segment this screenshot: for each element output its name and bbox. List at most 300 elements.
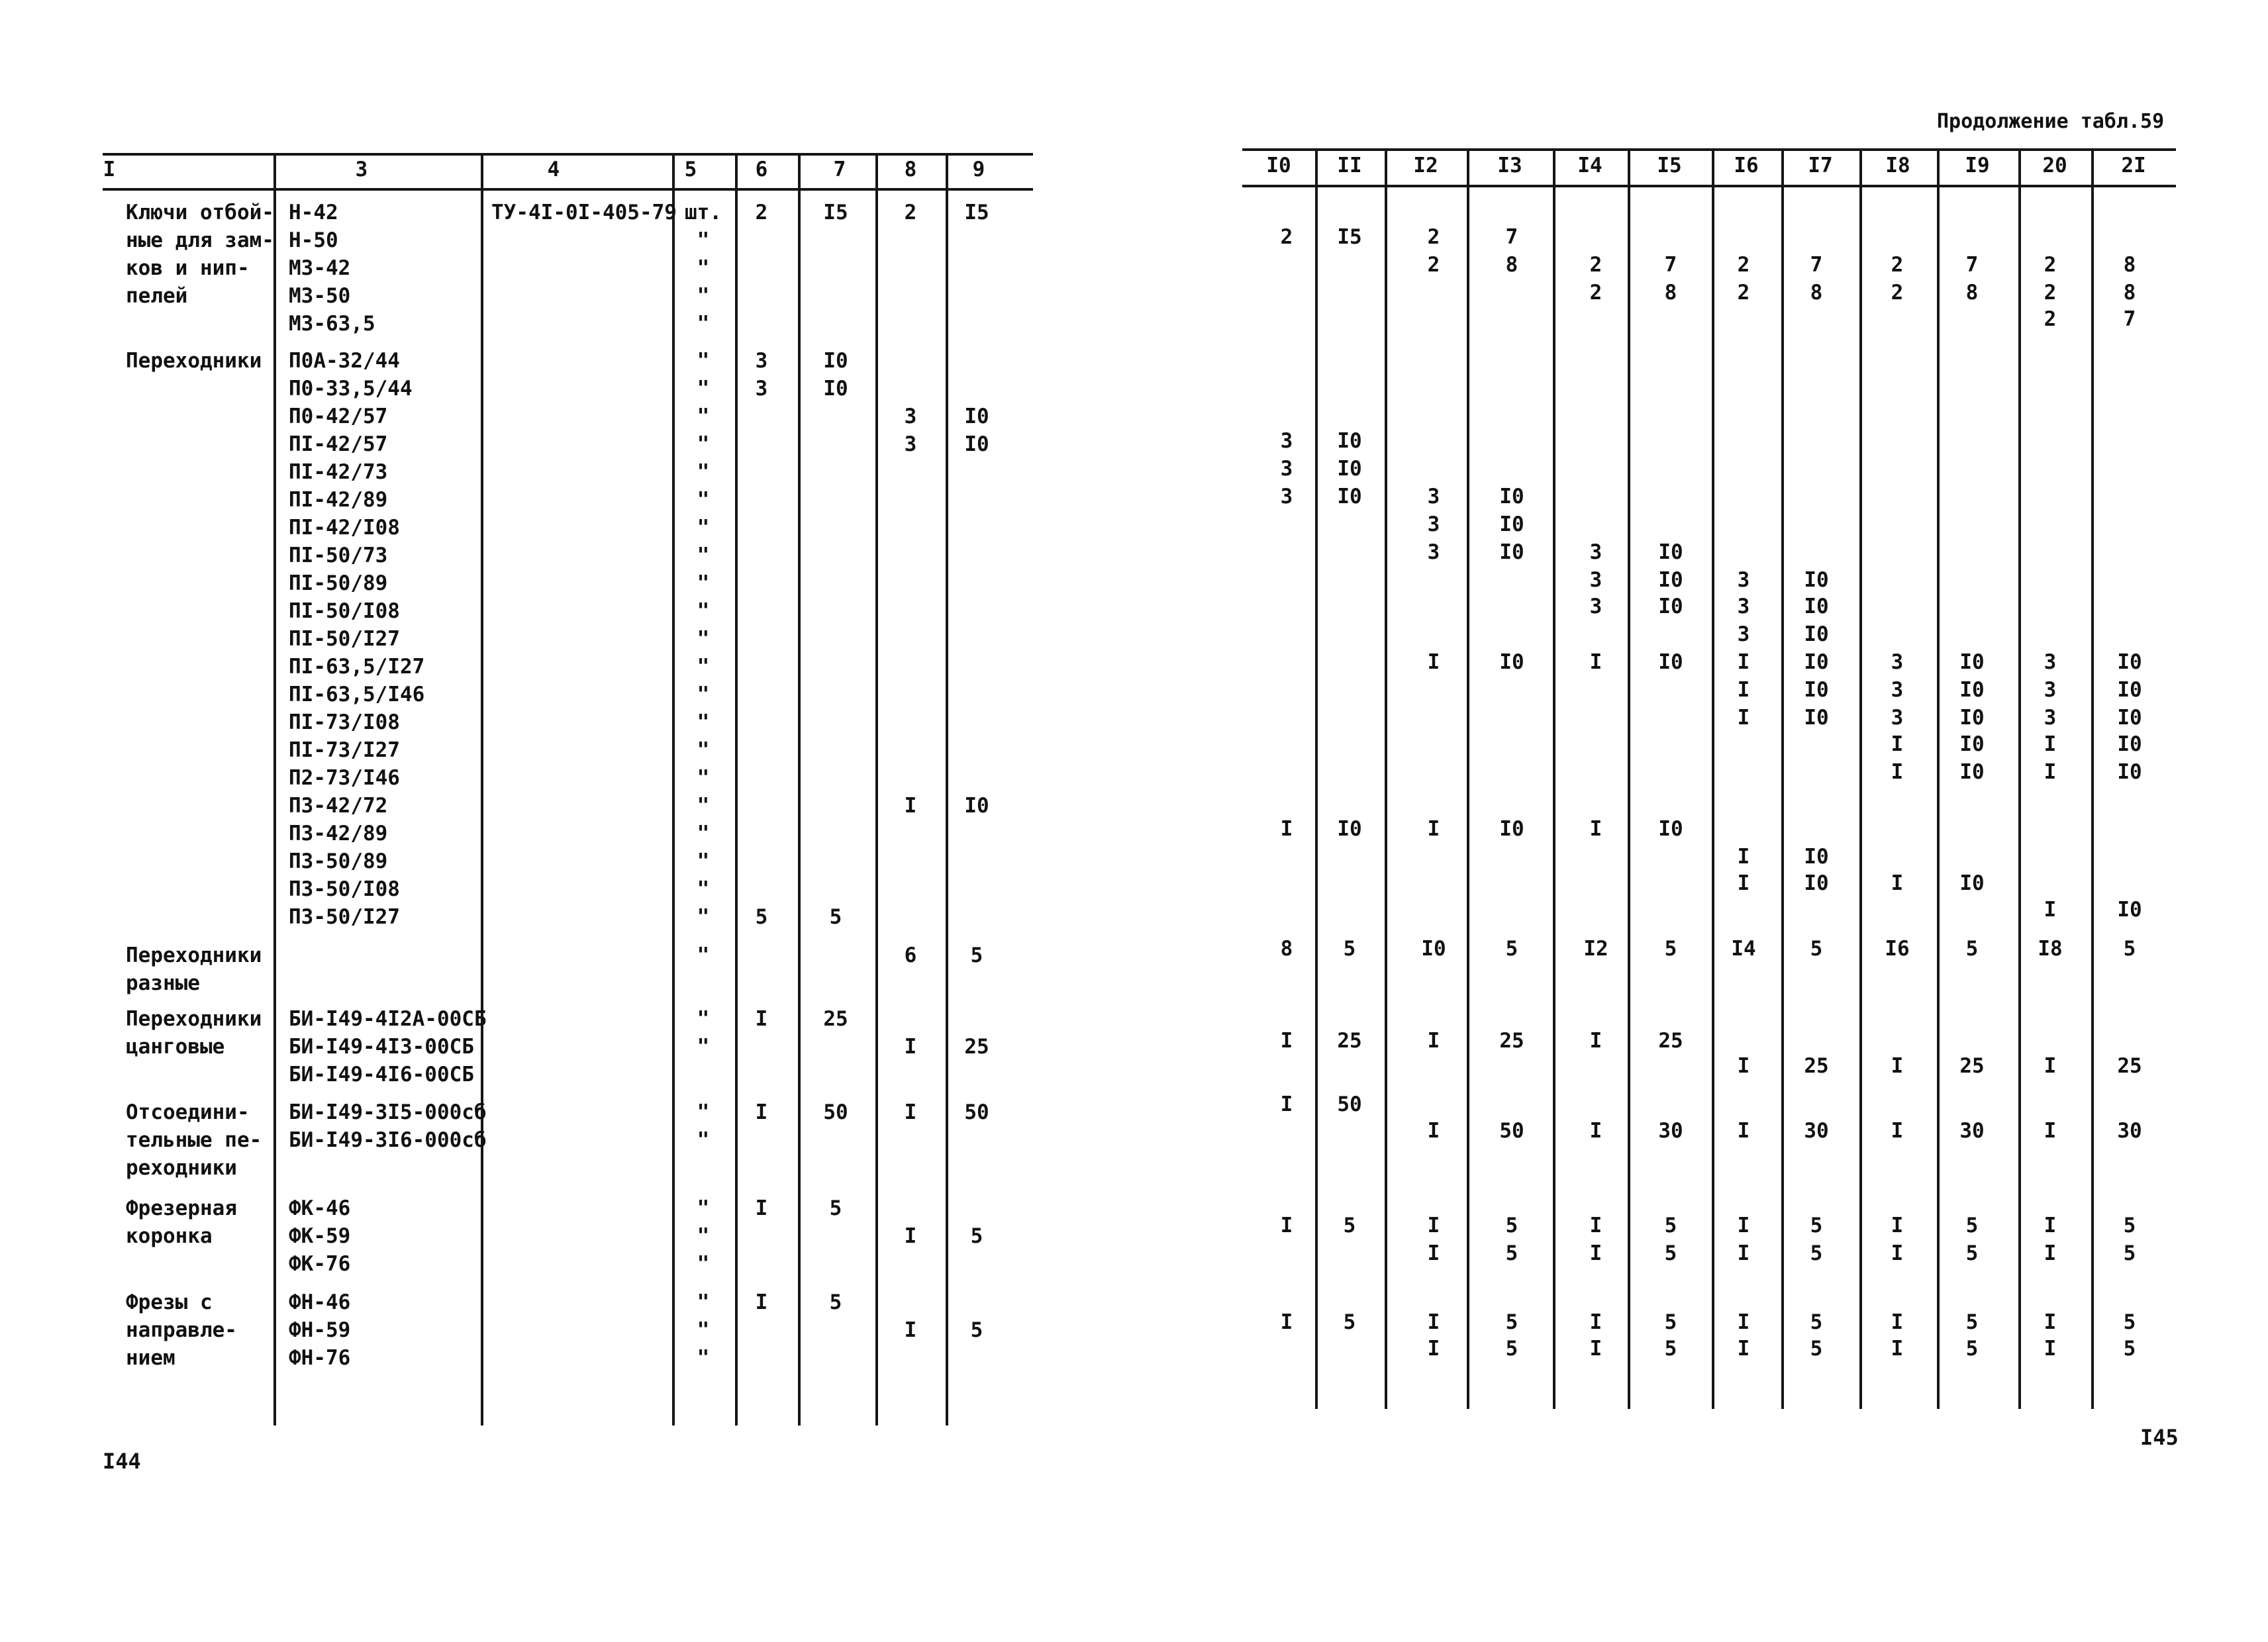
value-cell: 3 bbox=[1427, 540, 1440, 564]
unit-cell: " bbox=[697, 943, 710, 967]
value-cell: I bbox=[1427, 1310, 1440, 1334]
unit-cell: " bbox=[697, 627, 710, 651]
item-name-cell: Переходники bbox=[126, 943, 262, 967]
value-cell: 5 bbox=[970, 1224, 983, 1248]
unit-cell: " bbox=[697, 544, 710, 567]
value-cell: 5 bbox=[1810, 1310, 1823, 1334]
unit-cell: " bbox=[697, 460, 710, 484]
value-cell: 5 bbox=[1664, 1241, 1677, 1265]
value-cell: 3 bbox=[1737, 595, 1750, 618]
value-cell: 25 bbox=[1959, 1054, 1985, 1078]
value-cell: I4 bbox=[1731, 937, 1756, 961]
value-cell: 30 bbox=[1804, 1119, 1829, 1143]
value-cell: I bbox=[2044, 1119, 2057, 1143]
value-cell: 3 bbox=[1427, 485, 1440, 508]
value-cell: 25 bbox=[1337, 1029, 1362, 1053]
item-code-cell: МЗ-50 bbox=[289, 284, 351, 308]
value-cell: 50 bbox=[964, 1100, 989, 1124]
value-cell: 5 bbox=[1965, 1214, 1979, 1237]
unit-cell: " bbox=[697, 1346, 710, 1370]
unit-cell: " bbox=[697, 1035, 710, 1059]
value-cell: I bbox=[904, 794, 917, 818]
value-cell: 7 bbox=[1664, 253, 1677, 277]
item-name-cell: Переходники bbox=[126, 349, 262, 373]
value-cell: I bbox=[2044, 1310, 2057, 1334]
item-code-cell: БИ-I49-4I3-00СБ bbox=[289, 1035, 474, 1059]
unit-cell: " bbox=[697, 284, 710, 308]
value-cell: I0 bbox=[1499, 485, 1524, 508]
value-cell: I bbox=[1891, 1119, 1904, 1143]
right-col-divider bbox=[1937, 150, 1940, 1409]
value-cell: 2 bbox=[2044, 253, 2057, 277]
value-cell: 5 bbox=[1810, 1337, 1823, 1361]
item-name-cell: ков и нип- bbox=[126, 256, 250, 280]
item-code-cell: ПI-50/I08 bbox=[289, 599, 400, 623]
value-cell: I0 bbox=[1337, 429, 1362, 453]
unit-cell: " bbox=[697, 794, 710, 818]
unit-cell: " bbox=[697, 655, 710, 679]
value-cell: I5 bbox=[823, 201, 848, 224]
unit-cell: " bbox=[697, 905, 710, 929]
value-cell: I bbox=[2044, 1214, 2057, 1237]
item-code-cell: ПI-63,5/I27 bbox=[289, 655, 425, 679]
value-cell: 50 bbox=[823, 1100, 848, 1124]
left-col-divider bbox=[672, 154, 675, 1425]
item-name-cell: Фрезерная bbox=[126, 1196, 237, 1220]
value-cell: I0 bbox=[2117, 650, 2142, 674]
value-cell: I0 bbox=[1337, 485, 1362, 508]
value-cell: I bbox=[1891, 1337, 1904, 1361]
value-cell: 3 bbox=[1589, 568, 1602, 592]
item-code-cell: ПI-73/I08 bbox=[289, 710, 400, 734]
unit-cell: " bbox=[697, 377, 710, 401]
item-code-cell: БИ-I49-4I6-00СБ bbox=[289, 1063, 474, 1087]
value-cell: 25 bbox=[1804, 1054, 1829, 1078]
unit-cell: " bbox=[697, 710, 710, 734]
value-cell: 3 bbox=[1280, 457, 1293, 481]
value-cell: I bbox=[1737, 678, 1750, 702]
value-cell: 2 bbox=[1427, 225, 1440, 249]
unit-cell: " bbox=[697, 683, 710, 706]
value-cell: 8 bbox=[1664, 281, 1677, 305]
value-cell: 5 bbox=[1965, 1241, 1979, 1265]
value-cell: 5 bbox=[2123, 1214, 2136, 1237]
unit-cell: " bbox=[697, 405, 710, 428]
value-cell: 25 bbox=[2117, 1054, 2142, 1078]
value-cell: I0 bbox=[1959, 760, 1985, 784]
value-cell: 5 bbox=[2123, 937, 2136, 961]
value-cell: 5 bbox=[1810, 1241, 1823, 1265]
item-code-cell: Н-50 bbox=[289, 228, 338, 252]
item-code-cell: ПI-42/73 bbox=[289, 460, 388, 484]
right-col-header: I2 bbox=[1413, 154, 1438, 177]
left-col-divider bbox=[481, 154, 483, 1425]
item-code-cell: БИ-I49-3I6-000сб bbox=[289, 1128, 487, 1152]
value-cell: I0 bbox=[1499, 540, 1524, 564]
value-cell: I bbox=[1891, 760, 1904, 784]
value-cell: I0 bbox=[2117, 732, 2142, 756]
item-code-cell: П0-33,5/44 bbox=[289, 377, 413, 401]
value-cell: 8 bbox=[1280, 937, 1293, 961]
item-name-cell: нием bbox=[126, 1346, 175, 1370]
value-cell: I bbox=[1737, 1241, 1750, 1265]
item-name-cell: Переходники bbox=[126, 1007, 262, 1031]
value-cell: 3 bbox=[1589, 540, 1602, 564]
item-name-cell: пелей bbox=[126, 284, 188, 308]
item-name-cell: коронка bbox=[126, 1224, 213, 1248]
value-cell: I bbox=[904, 1318, 917, 1342]
item-name-cell: цанговые bbox=[126, 1035, 225, 1059]
value-cell: I bbox=[1737, 706, 1750, 730]
value-cell: 3 bbox=[1891, 706, 1904, 730]
unit-cell: " bbox=[697, 349, 710, 373]
value-cell: I0 bbox=[1658, 595, 1683, 618]
right-col-header: I3 bbox=[1497, 154, 1522, 177]
value-cell: I bbox=[1891, 1241, 1904, 1265]
value-cell: 25 bbox=[1658, 1029, 1683, 1053]
unit-cell: " bbox=[697, 1252, 710, 1276]
value-cell: I bbox=[1427, 1337, 1440, 1361]
value-cell: I bbox=[1280, 1092, 1293, 1116]
value-cell: I bbox=[1891, 1214, 1904, 1237]
value-cell: I0 bbox=[2117, 706, 2142, 730]
value-cell: I bbox=[904, 1100, 917, 1124]
value-cell: 25 bbox=[823, 1007, 848, 1031]
value-cell: I bbox=[1589, 650, 1602, 674]
value-cell: 5 bbox=[829, 1290, 842, 1314]
value-cell: I0 bbox=[1337, 457, 1362, 481]
item-code-cell: ФН-59 bbox=[289, 1318, 351, 1342]
left-col-header: 3 bbox=[355, 158, 368, 181]
value-cell: 2 bbox=[1280, 225, 1293, 249]
value-cell: 5 bbox=[1965, 1337, 1979, 1361]
value-cell: I bbox=[1891, 732, 1904, 756]
value-cell: I0 bbox=[2117, 678, 2142, 702]
item-code-cell: П3-50/I27 bbox=[289, 905, 400, 929]
value-cell: 8 bbox=[1965, 281, 1979, 305]
value-cell: 2 bbox=[2044, 307, 2057, 331]
value-cell: I bbox=[1891, 1310, 1904, 1334]
item-name-cell: тельные пе- bbox=[126, 1128, 262, 1152]
value-cell: 5 bbox=[1664, 1337, 1677, 1361]
item-code-cell: П0-42/57 bbox=[289, 405, 388, 428]
value-cell: 2 bbox=[755, 201, 768, 224]
value-cell: I bbox=[1589, 1214, 1602, 1237]
value-cell: 50 bbox=[1337, 1092, 1362, 1116]
value-cell: 7 bbox=[2123, 307, 2136, 331]
item-code-cell: Н-42 bbox=[289, 201, 338, 224]
value-cell: I bbox=[755, 1100, 768, 1124]
value-cell: I0 bbox=[1658, 817, 1683, 841]
left-col-header: 6 bbox=[755, 158, 768, 181]
value-cell: I0 bbox=[1499, 817, 1524, 841]
value-cell: I0 bbox=[1804, 650, 1829, 674]
item-code-cell: ФН-76 bbox=[289, 1346, 351, 1370]
value-cell: I bbox=[1427, 1029, 1440, 1053]
right-col-header: I6 bbox=[1734, 154, 1759, 177]
unit-cell: " bbox=[697, 877, 710, 901]
value-cell: I0 bbox=[1421, 937, 1446, 961]
left-col-divider bbox=[798, 154, 801, 1425]
item-code-cell: ПI-42/57 bbox=[289, 432, 388, 456]
right-col-divider bbox=[1628, 150, 1630, 1409]
value-cell: I bbox=[755, 1007, 768, 1031]
value-cell: I bbox=[904, 1224, 917, 1248]
unit-cell: " bbox=[697, 312, 710, 336]
item-code-cell: ФК-59 bbox=[289, 1224, 351, 1248]
value-cell: 30 bbox=[1959, 1119, 1985, 1143]
item-code-cell: ПI-50/89 bbox=[289, 571, 388, 595]
item-name-cell: реходники bbox=[126, 1156, 237, 1180]
value-cell: 5 bbox=[1505, 1337, 1518, 1361]
value-cell: I bbox=[1427, 1214, 1440, 1237]
value-cell: 7 bbox=[1810, 253, 1823, 277]
left-page-number: I44 bbox=[103, 1449, 141, 1474]
value-cell: 5 bbox=[1343, 1214, 1356, 1237]
value-cell: 3 bbox=[1280, 429, 1293, 453]
value-cell: 3 bbox=[2044, 706, 2057, 730]
right-header-bottom-rule bbox=[1242, 185, 2176, 187]
value-cell: 3 bbox=[1589, 595, 1602, 618]
left-col-divider bbox=[735, 154, 738, 1425]
item-code-cell: П3-50/I08 bbox=[289, 877, 400, 901]
item-name-cell: ные для зам- bbox=[126, 228, 274, 252]
value-cell: I0 bbox=[1959, 732, 1985, 756]
unit-cell: " bbox=[697, 1007, 710, 1031]
unit-cell: " bbox=[697, 738, 710, 762]
unit-cell: " bbox=[697, 488, 710, 512]
value-cell: 5 bbox=[1664, 1214, 1677, 1237]
value-cell: 5 bbox=[1664, 1310, 1677, 1334]
value-cell: I0 bbox=[1804, 871, 1829, 895]
right-col-divider bbox=[1315, 150, 1318, 1409]
item-code-cell: П2-73/I46 bbox=[289, 766, 400, 790]
item-code-cell: БИ-I49-3I5-000сб bbox=[289, 1100, 487, 1124]
value-cell: I bbox=[1427, 1119, 1440, 1143]
value-cell: I0 bbox=[1804, 622, 1829, 646]
value-cell: I0 bbox=[1658, 650, 1683, 674]
left-col-header: 4 bbox=[547, 158, 560, 181]
item-code-cell: П3-50/89 bbox=[289, 849, 388, 873]
value-cell: I bbox=[1280, 1214, 1293, 1237]
value-cell: 2 bbox=[1891, 253, 1904, 277]
item-code-cell: П3-42/89 bbox=[289, 822, 388, 845]
item-code-cell: ФК-46 bbox=[289, 1196, 351, 1220]
value-cell: I bbox=[1589, 1337, 1602, 1361]
value-cell: I0 bbox=[1804, 595, 1829, 618]
value-cell: I bbox=[1589, 1310, 1602, 1334]
value-cell: 30 bbox=[2117, 1119, 2142, 1143]
value-cell: 8 bbox=[1505, 253, 1518, 277]
unit-cell: " bbox=[697, 1318, 710, 1342]
value-cell: I0 bbox=[1804, 706, 1829, 730]
value-cell: 2 bbox=[1589, 281, 1602, 305]
value-cell: I bbox=[2044, 1054, 2057, 1078]
item-code-cell: П0А-32/44 bbox=[289, 349, 400, 373]
left-col-divider bbox=[273, 154, 276, 1425]
value-cell: 8 bbox=[1810, 281, 1823, 305]
left-header-top-rule bbox=[103, 153, 1033, 156]
value-cell: I5 bbox=[964, 201, 989, 224]
value-cell: 3 bbox=[1891, 650, 1904, 674]
left-col-header: 9 bbox=[972, 158, 985, 181]
value-cell: I0 bbox=[964, 405, 989, 428]
value-cell: I0 bbox=[1959, 650, 1985, 674]
item-code-cell: БИ-I49-4I2А-00СБ bbox=[289, 1007, 487, 1031]
value-cell: 2 bbox=[2044, 281, 2057, 305]
value-cell: 3 bbox=[1891, 678, 1904, 702]
value-cell: I bbox=[1891, 871, 1904, 895]
value-cell: I bbox=[2044, 732, 2057, 756]
value-cell: 5 bbox=[1343, 937, 1356, 961]
value-cell: 5 bbox=[970, 943, 983, 967]
value-cell: I bbox=[1589, 1241, 1602, 1265]
value-cell: 5 bbox=[1965, 937, 1979, 961]
value-cell: I bbox=[1280, 1310, 1293, 1334]
value-cell: I bbox=[1891, 1054, 1904, 1078]
value-cell: 2 bbox=[904, 201, 917, 224]
value-cell: I0 bbox=[1499, 650, 1524, 674]
value-cell: I bbox=[1737, 1054, 1750, 1078]
value-cell: 3 bbox=[904, 432, 917, 456]
unit-cell: " bbox=[697, 1100, 710, 1124]
value-cell: 2 bbox=[1427, 253, 1440, 277]
right-col-divider bbox=[1553, 150, 1555, 1409]
value-cell: 30 bbox=[1658, 1119, 1683, 1143]
right-col-header: 2I bbox=[2121, 154, 2146, 177]
right-col-header: II bbox=[1337, 154, 1362, 177]
value-cell: 5 bbox=[1664, 937, 1677, 961]
value-cell: I bbox=[1427, 1241, 1440, 1265]
value-cell: 5 bbox=[1810, 1214, 1823, 1237]
value-cell: I bbox=[1427, 650, 1440, 674]
value-cell: I5 bbox=[1337, 225, 1362, 249]
value-cell: I bbox=[1737, 1337, 1750, 1361]
item-code-cell: ПI-42/I08 bbox=[289, 516, 400, 540]
right-col-header: I4 bbox=[1577, 154, 1602, 177]
value-cell: I bbox=[1280, 1029, 1293, 1053]
value-cell: 6 bbox=[904, 943, 917, 967]
item-code-cell: ПI-50/73 bbox=[289, 544, 388, 567]
unit-cell: " bbox=[697, 1196, 710, 1220]
right-col-header: I8 bbox=[1885, 154, 1910, 177]
item-name-cell: Ключи отбой- bbox=[126, 201, 274, 224]
value-cell: I bbox=[1280, 817, 1293, 841]
value-cell: I bbox=[755, 1290, 768, 1314]
value-cell: I bbox=[1737, 650, 1750, 674]
item-code-cell: ПI-42/89 bbox=[289, 488, 388, 512]
spec-cell: ТУ-4I-0I-405-79 bbox=[491, 201, 677, 224]
value-cell: I0 bbox=[1959, 871, 1985, 895]
value-cell: I0 bbox=[964, 432, 989, 456]
right-col-header: I0 bbox=[1266, 154, 1291, 177]
value-cell: 5 bbox=[829, 905, 842, 929]
right-col-divider bbox=[1859, 150, 1862, 1409]
right-col-divider bbox=[2091, 150, 2094, 1409]
unit-cell: " bbox=[697, 1128, 710, 1152]
item-code-cell: ПI-73/I27 bbox=[289, 738, 400, 762]
value-cell: I bbox=[2044, 1241, 2057, 1265]
value-cell: 5 bbox=[1343, 1310, 1356, 1334]
value-cell: 2 bbox=[1737, 281, 1750, 305]
value-cell: I0 bbox=[823, 349, 848, 373]
continuation-note: Продолжение табл.59 bbox=[1937, 110, 2165, 133]
value-cell: I bbox=[1737, 1214, 1750, 1237]
value-cell: 3 bbox=[904, 405, 917, 428]
value-cell: 5 bbox=[1505, 1310, 1518, 1334]
right-col-header: I9 bbox=[1965, 154, 1990, 177]
item-name-cell: направле- bbox=[126, 1318, 237, 1342]
right-col-divider bbox=[1781, 150, 1784, 1409]
left-header-bottom-rule bbox=[103, 188, 1033, 191]
unit-cell: " bbox=[697, 849, 710, 873]
value-cell: 3 bbox=[1427, 512, 1440, 536]
value-cell: I bbox=[1427, 817, 1440, 841]
right-col-header: I7 bbox=[1808, 154, 1833, 177]
value-cell: I bbox=[1737, 845, 1750, 869]
right-page-number: I45 bbox=[2140, 1425, 2179, 1450]
value-cell: 5 bbox=[1505, 1241, 1518, 1265]
value-cell: 5 bbox=[970, 1318, 983, 1342]
item-code-cell: ПI-50/I27 bbox=[289, 627, 400, 651]
left-col-header: 7 bbox=[833, 158, 846, 181]
value-cell: I0 bbox=[1959, 678, 1985, 702]
left-col-divider bbox=[875, 154, 878, 1425]
value-cell: 25 bbox=[964, 1035, 989, 1059]
value-cell: I bbox=[1737, 1310, 1750, 1334]
value-cell: 5 bbox=[1965, 1310, 1979, 1334]
unit-cell: шт. bbox=[685, 201, 722, 224]
right-col-header: 20 bbox=[2042, 154, 2067, 177]
unit-cell: " bbox=[697, 599, 710, 623]
value-cell: I8 bbox=[2038, 937, 2063, 961]
value-cell: 5 bbox=[1505, 1214, 1518, 1237]
value-cell: I0 bbox=[1337, 817, 1362, 841]
value-cell: I0 bbox=[1804, 568, 1829, 592]
value-cell: 3 bbox=[755, 377, 768, 401]
left-col-header: 8 bbox=[904, 158, 917, 181]
value-cell: I2 bbox=[1583, 937, 1608, 961]
unit-cell: " bbox=[697, 228, 710, 252]
right-col-divider bbox=[2018, 150, 2021, 1409]
right-col-header: I5 bbox=[1657, 154, 1682, 177]
item-code-cell: ФН-46 bbox=[289, 1290, 351, 1314]
value-cell: 5 bbox=[2123, 1310, 2136, 1334]
item-name-cell: Фрезы с bbox=[126, 1290, 213, 1314]
value-cell: 25 bbox=[1499, 1029, 1524, 1053]
value-cell: 8 bbox=[2123, 281, 2136, 305]
value-cell: I0 bbox=[2117, 898, 2142, 922]
right-col-divider bbox=[1712, 150, 1714, 1409]
value-cell: I0 bbox=[2117, 760, 2142, 784]
value-cell: 3 bbox=[1737, 568, 1750, 592]
item-code-cell: П3-42/72 bbox=[289, 794, 388, 818]
value-cell: 2 bbox=[1737, 253, 1750, 277]
value-cell: 3 bbox=[755, 349, 768, 373]
left-col-header: I bbox=[103, 158, 116, 181]
value-cell: 7 bbox=[1505, 225, 1518, 249]
unit-cell: " bbox=[697, 822, 710, 845]
value-cell: I0 bbox=[823, 377, 848, 401]
value-cell: I6 bbox=[1885, 937, 1910, 961]
right-header-top-rule bbox=[1242, 148, 2176, 151]
value-cell: 5 bbox=[2123, 1337, 2136, 1361]
value-cell: 8 bbox=[2123, 253, 2136, 277]
value-cell: 3 bbox=[1280, 485, 1293, 508]
value-cell: 5 bbox=[1810, 937, 1823, 961]
right-col-divider bbox=[1385, 150, 1387, 1409]
unit-cell: " bbox=[697, 256, 710, 280]
